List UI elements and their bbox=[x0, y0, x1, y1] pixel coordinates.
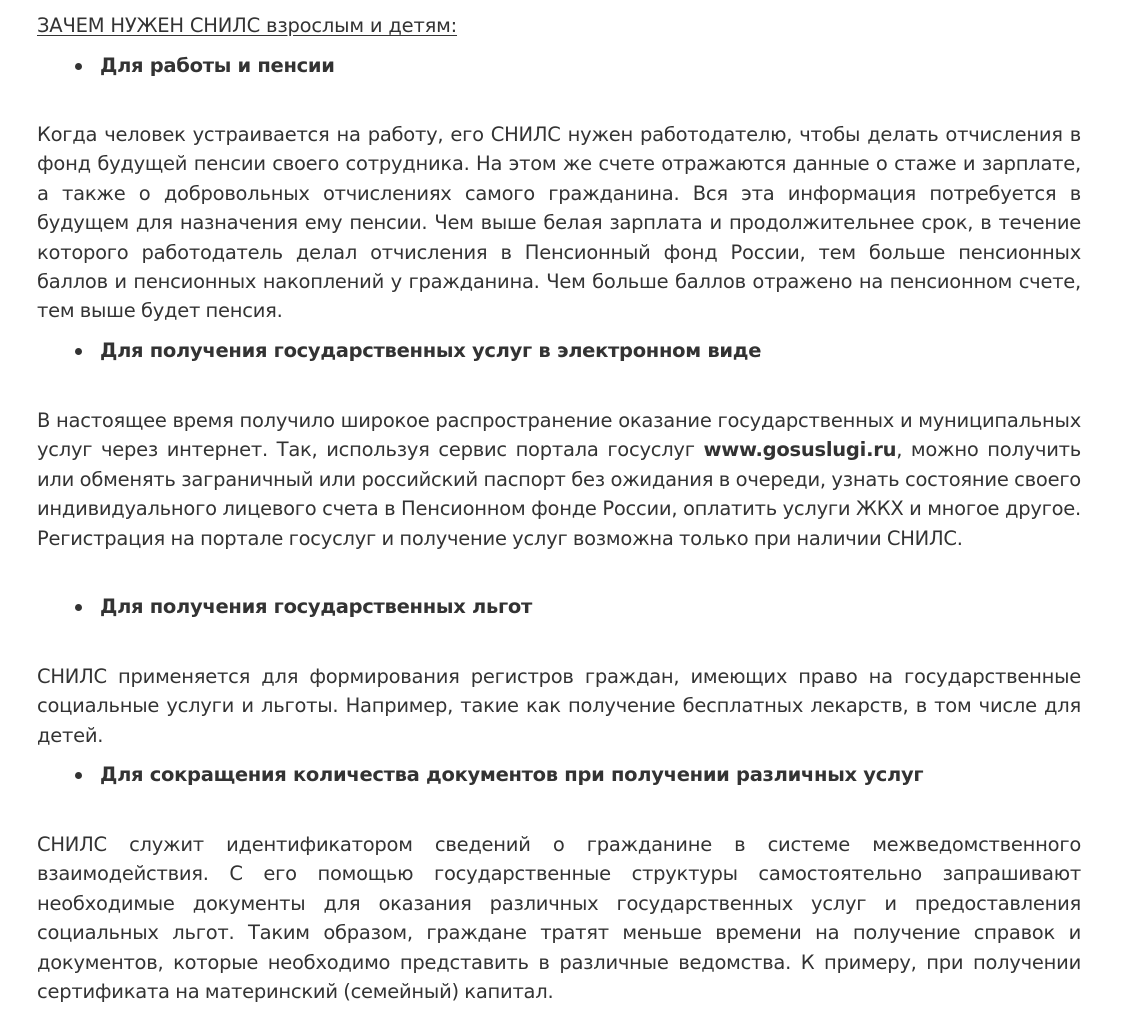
bullet-label: Для сокращения количества документов при получении различных услуг bbox=[100, 763, 924, 786]
bullet-label: Для работы и пенсии bbox=[100, 54, 335, 77]
paragraph: СНИЛС применяется для формирования регистров граждан, имеющих право на государственные социальные услуги и льготы. Например, такие как получение бесплатных лекарств, в том числе для детей. bbox=[37, 665, 1081, 747]
gosuslugi-link[interactable]: www.gosuslugi.ru bbox=[703, 438, 897, 462]
paragraph-text: , можно получить или обменять заграничный или российский паспорт без ожидания в очереди, узнать состояние своего индивидуального лицевого счета в Пенсионном фонде России, оплатить услуги ЖКХ и многое другое. Регистрация на портале госуслуг и получение услуг возможна только при наличии СНИЛС. bbox=[37, 438, 1081, 550]
page-heading: ЗАЧЕМ НУЖЕН СНИЛС взрослым и детям: bbox=[37, 14, 458, 37]
bullet-label: Для получения государственных льгот bbox=[100, 595, 532, 618]
bullet-dot-icon bbox=[75, 63, 82, 70]
paragraph bbox=[37, 406, 1081, 553]
bullet-item bbox=[79, 761, 923, 789]
bullet-item bbox=[79, 52, 335, 80]
bullet-dot-icon bbox=[75, 772, 82, 779]
paragraph-text: В настоящее время получило широкое распространение оказание государственных и муниципальных услуг через интернет. Так, используя сервис портала госуслуг bbox=[37, 409, 1081, 462]
bullet-dot-icon bbox=[75, 604, 82, 611]
bullet-dot-icon bbox=[75, 348, 82, 355]
bullet-item bbox=[79, 593, 532, 621]
paragraph: СНИЛС служит идентификатором сведений о гражданине в системе межведомственного взаимодействия. С его помощью государственные структуры самостоятельно запрашивают необходимые документы для оказания различных государственных услуг и предоставления социальных льгот. Таким образом, граждане тратят меньше времени на получение справок и документов, которые необходимо представить в различные ведомства. К примеру, при получении сертификата на материнский (семейный) капитал. bbox=[37, 833, 1081, 1004]
bullet-label: Для получения государственных услуг в электронном виде bbox=[100, 339, 762, 362]
bullet-item bbox=[79, 337, 761, 365]
paragraph: Когда человек устраивается на работу, его СНИЛС нужен работодателю, чтобы делать отчисления в фонд будущей пенсии своего сотрудника. На этом же счете отражаются данные о стаже и зарплате, а также о добровольных отчислениях самого гражданина. Вся эта информация потребуется в будущем для назначения ему пенсии. Чем выше белая зарплата и продолжительнее срок, в течение которого работодатель делал отчисления в Пенсионный фонд России, тем больше пенсионных баллов и пенсионных накоплений у гражданина. Чем больше баллов отражено на пенсионном счете, тем выше будет пенсия. bbox=[37, 123, 1081, 323]
